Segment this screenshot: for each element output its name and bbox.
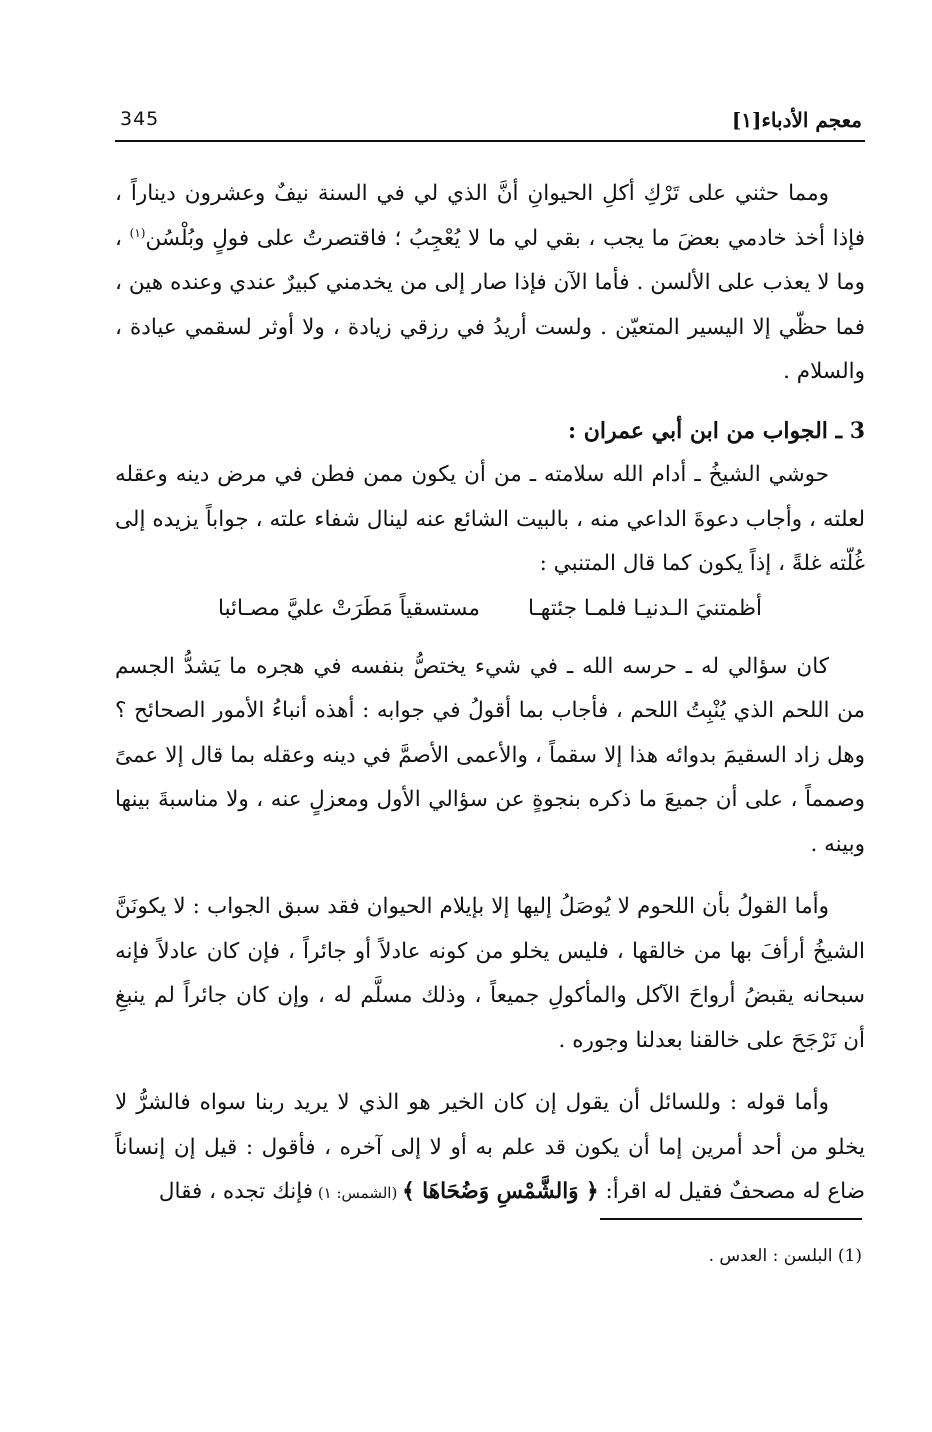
paragraph-5-end: فإنك تجده ، فقال <box>158 1179 314 1204</box>
verse-second-hemistich: مستسقياً مَطَرَتْ عليَّ مصـائبا <box>218 595 480 621</box>
running-head: معجم الأدباء[١] <box>731 108 862 132</box>
paragraph-1-text: ومما حثني على تَرْكِ أكلِ الحيوانِ أنَّ الذي لي في السنة نيفٌ وعشرون ديناراً ، فإذا أخذ خادمي بعضَ ما يجب ، بقي لي ما لا يُعْجِبُ ؛ فاقتصرتُ على فولٍ وبُلْسُن <box>115 181 865 251</box>
footnote-rule <box>600 1218 862 1220</box>
paragraph-2: حوشي الشيخُ ـ أدام الله سلامته ـ من أن يكون ممن فطن في مرض دينه وعقله لعلته ، وأجاب دعوةَ الداعي منه ، بالبيت الشائع عنه لينال شفاء علته ، جواباً يزيده إلى غُلّته غلةً ، إذاً يكون كما قال المتنبي : <box>115 462 865 576</box>
section-heading: 3 ـ الجواب من ابن أبي عمران : <box>567 417 865 444</box>
quran-verse: ﴿ وَالشَّمْسِ وَضُحَاهَا ﴾ <box>402 1179 599 1204</box>
footnote: (1) البلسن : العدس . <box>708 1246 862 1266</box>
spacer <box>115 1063 865 1081</box>
page-body <box>115 172 865 1216</box>
page-number: 345 <box>120 108 160 130</box>
spacer <box>115 631 865 645</box>
footnote-marker[interactable]: (١) <box>129 225 146 240</box>
paragraph-1-rest: ، وما لا يعذب على الألسن . فأما الآن فإذا صار إلى من يخدمني كبيرٌ عندي وعنده هين ، فما حظّي إلا اليسير المتعيّن . ولست أريدُ في رزقي زيادة ، ولا أوثر لسقمي عيادة ، والسلام . <box>115 225 865 384</box>
spacer <box>115 867 865 885</box>
verse-first-hemistich: أظمتنيَ الـدنيـا فلمـا جئتهـا <box>527 595 762 621</box>
paragraph-1 <box>115 172 865 395</box>
paragraph-5 <box>115 1081 865 1216</box>
paragraph-4: وأما القولُ بأن اللحوم لا يُوصَلُ إليها إلا بإيلام الحيوان فقد سبق الجواب : لا يكونَنَّ الشيخُ أرأفَ بها من خالقها ، فليس يخلو من كونه عادلاً أو جائراً ، فإن كان عادلاً فإنه سبحانه يقبضُ أرواحَ الآكل والمأكولِ جميعاً ، وذلك مسلَّم له ، وإن كان جائراً لم ينبغِ أن نَرْجَحَ على خالقنا بعدلنا وجوره . <box>115 894 865 1053</box>
paragraph-3: كان سؤالي له ـ حرسه الله ـ في شيء يختصُّ بنفسه في هجره ما يَشدُّ الجسم من اللحم الذي يُنْبِتُ اللحم ، فأجاب بما أقولُ في جوابه : أهذه أنباءُ الأمور الصحائح ؟ وهل زاد السقيمَ بدوائه هذا إلا سقماً ، والأعمى الأصمَّ في دينه وعقله بما قال إلا عمىً وصمماً ، على أن جميعَ ما ذكره بنجوةٍ عن سؤالي الأول ومعزلٍ عنه ، ولا مناسبةَ بينها وبينه . <box>115 653 865 857</box>
verse-line <box>115 587 865 631</box>
quran-reference: (الشمس: ١) <box>313 1184 403 1202</box>
header-rule <box>115 140 865 142</box>
spacer <box>115 395 865 409</box>
paragraph-5-text: وأما قوله : وللسائل أن يقول إن كان الخير هو الذي لا يريد ربنا سواه فالشرُّ لا يخلو من أحد أمرين إما أن يكون قد علم به أو لا إلى آخره ، فأقول : قيل إن إنساناً ضاع له مصحفٌ فقيل له اقرأ: <box>115 1090 865 1204</box>
